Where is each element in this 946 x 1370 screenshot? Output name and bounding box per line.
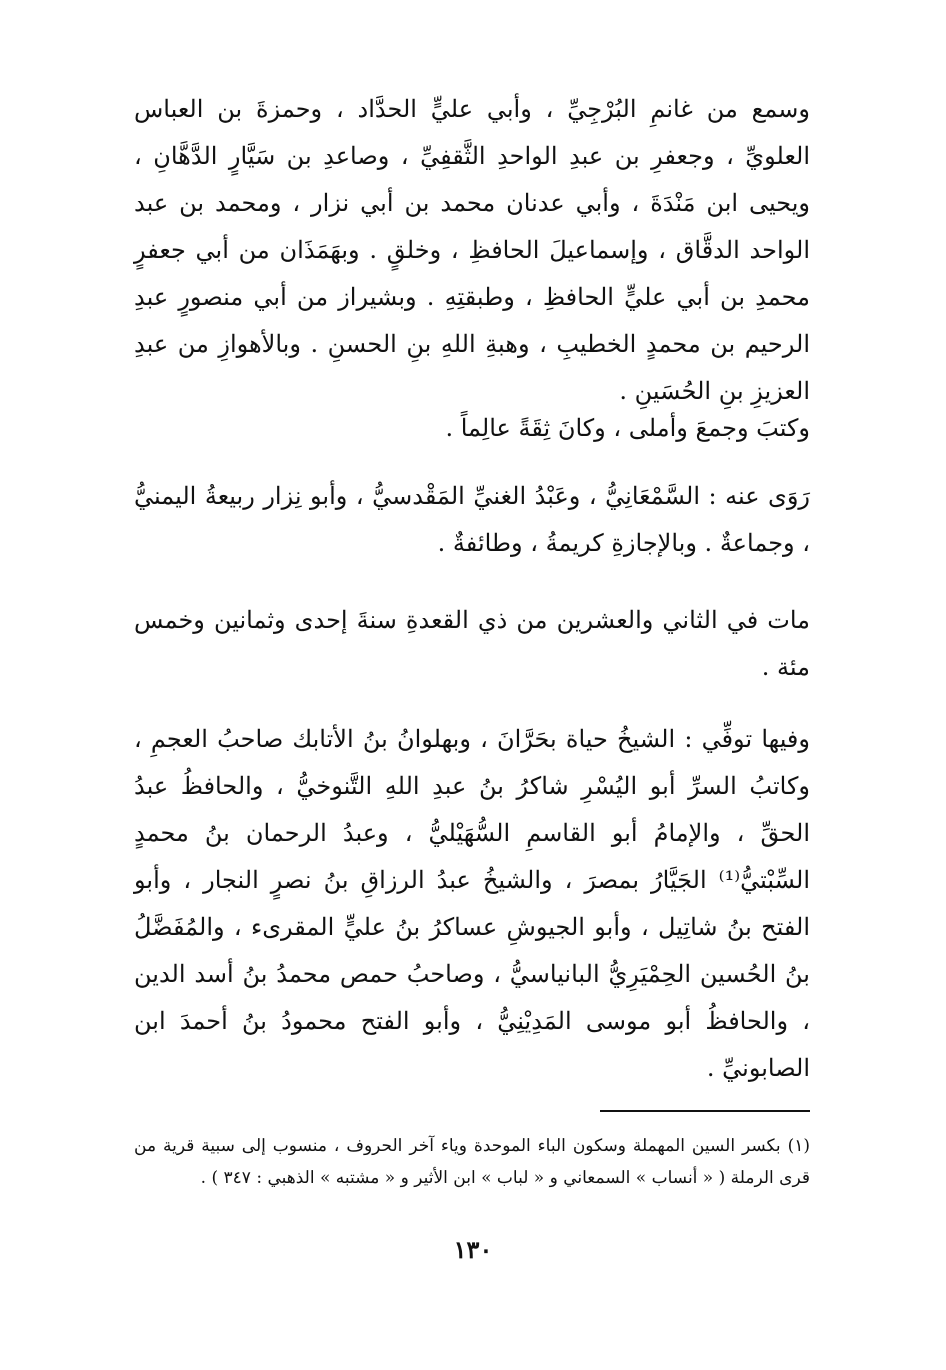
paragraph-narrators: رَوَى عنه : السَّمْعَانِيُّ ، وعَبْدُ الغنيِّ المَقْدسيُّ ، وأبو نِزار ربيعةُ اليمنيُّ ، وجماعةٌ . وبالإجازةِ كريمةُ ، وطائفةٌ .	[134, 482, 810, 557]
footnote-divider	[600, 1110, 810, 1112]
paragraph-deaths-that-year: وفيها توفِّي : الشيخُ حياة بحَرَّانَ ، وبهلوانُ بنُ الأتابك صاحبُ العجمِ ، وكاتبُ السرِّ أبو اليُسْرِ شاكرُ بنُ عبدِ اللهِ التَّنوخيُّ ، والحافظُ عبدُ الحقِّ ، والإمامُ أبو القاسمِ السُّهَيْليُّ ، وعبدُ الرحمان بنُ محمدٍ السِّبْتيُّ⁽¹⁾ الجَيَّارُ بمصرَ ، والشيخُ عبدُ الرزاقِ بنُ نصرٍ النجار ، وأبو الفتح بنُ شاتِيل ، وأبو الجيوشِ عساكرُ بنُ عليٍّ المقرىء ، والمُفَضَّلُ بنُ الحُسين الحِمْيَرِيُّ البانياسيُّ ، وصاحبُ حمص محمدُ بنُ أسد الدين ، والحافظُ أبو موسى المَدِيْنِيُّ ، وأبو الفتح محمودُ بنُ أحمدَ ابن الصابونيِّ .	[134, 725, 810, 1082]
paragraph-teachers: وسمع من غانمِ البُرْجِيِّ ، وأبي عليٍّ الحدَّاد ، وحمزةَ بن العباس العلويِّ ، وجعفرِ بن عبدِ الواحدِ الثَّقفِيِّ ، وصاعدِ بن سَيَّارٍ الدَّهَّانِ ، ويحيى ابن مَنْدَةَ ، وأبي عدنان محمد بن أبي نزار ، ومحمد بن عبد الواحد الدقَّاق ، وإسماعيلَ الحافظِ ، وخلقٍ . وبهَمَذَان من أبي جعفرٍ محمدِ بن أبي عليٍّ الحافظِ ، وطبقتِهِ . وبشيراز من أبي منصورٍ عبدِ الرحيم بن محمدٍ الخطيبِ ، وهبةِ اللهِ بنِ الحسنِ . وبالأهوازِ من عبدِ العزيزِ بنِ الحُسَينِ .	[134, 95, 810, 405]
paragraph-writing: وكتبَ وجمعَ وأملى ، وكانَ ثِقَةً عالِماً .	[445, 414, 810, 442]
page-number: ١٣٠	[453, 1235, 493, 1264]
footnote: (١) بكسر السين المهملة وسكون الباء الموحدة وياء آخر الحروف ، منسوب إلى سبية قرية من قرى الرملة ( « أنساب » السمعاني و « لباب » ابن الأثير و « مشتبه » الذهبي : ٣٤٧ ) .	[134, 1136, 810, 1188]
paragraph-death: مات في الثاني والعشرين من ذي القعدةِ سنةَ إحدى وثمانين وخمس مئة .	[134, 606, 810, 681]
